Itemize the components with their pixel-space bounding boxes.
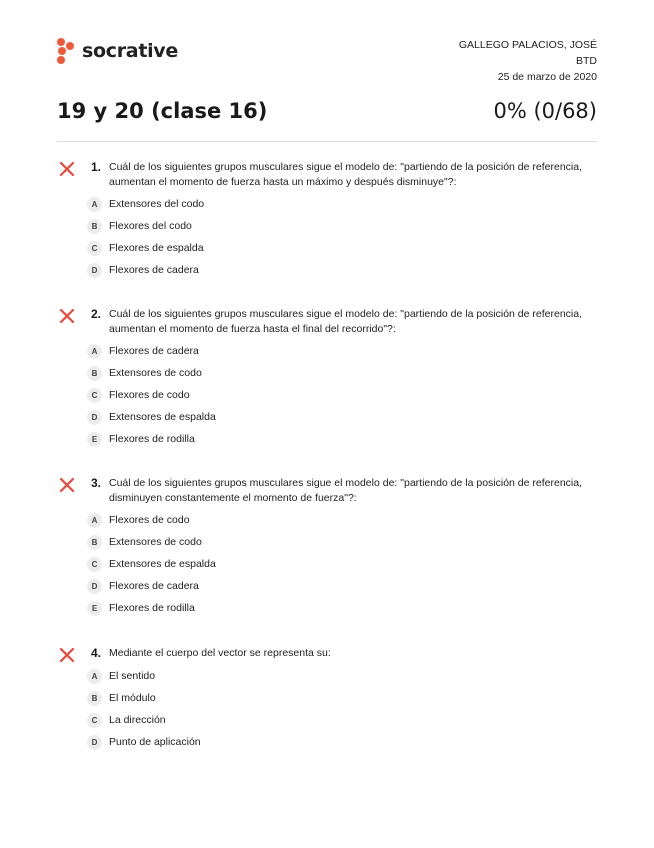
answer-text: Punto de aplicación	[109, 736, 201, 748]
answer-option	[57, 259, 597, 281]
answer-option	[57, 384, 597, 406]
answer-text: Extensores de espalda	[109, 411, 216, 423]
answer-letter-badge: A	[87, 197, 102, 212]
question-number: 2.	[91, 307, 102, 321]
question-item	[57, 160, 597, 281]
answer-option	[57, 406, 597, 428]
answer-text: Extensores de codo	[109, 367, 202, 379]
answer-letter-badge: C	[87, 713, 102, 728]
answer-letter-badge: A	[87, 513, 102, 528]
answer-letter-badge: D	[87, 410, 102, 425]
answer-text: Flexores de rodilla	[109, 433, 195, 445]
answer-text: Flexores de rodilla	[109, 602, 195, 614]
question-header	[57, 476, 597, 506]
answer-option	[57, 340, 597, 362]
quiz-title: 19 y 20 (clase 16)	[57, 99, 268, 123]
answer-text: Flexores de cadera	[109, 580, 199, 592]
student-name: GALLEGO PALACIOS, JOSÉ	[458, 39, 597, 51]
incorrect-x-icon	[59, 477, 75, 493]
answer-letter-badge: B	[87, 366, 102, 381]
answer-letter-badge: E	[87, 432, 102, 447]
incorrect-x-icon	[59, 308, 75, 324]
answer-list	[57, 340, 597, 450]
socrative-logo	[57, 38, 178, 64]
answer-letter-badge: C	[87, 241, 102, 256]
answer-text: Flexores de cadera	[109, 264, 199, 276]
brand-name: socrative	[82, 40, 178, 62]
question-text: Cuál de los siguientes grupos musculares sigue el modelo de: "partiendo de la posición de referencia, disminuyen constantemente el momento de fuerza"?:	[109, 477, 583, 504]
answer-option	[57, 575, 597, 597]
answer-option	[57, 362, 597, 384]
answer-option	[57, 709, 597, 731]
answer-letter-badge: B	[87, 219, 102, 234]
answer-text: Extensores de espalda	[109, 558, 216, 570]
question-header	[57, 160, 597, 190]
answer-letter-badge: D	[87, 263, 102, 278]
question-text: Mediante el cuerpo del vector se representa su:	[109, 647, 331, 659]
question-number: 4.	[91, 646, 102, 660]
socrative-logo-icon	[57, 38, 77, 64]
question-number: 3.	[91, 476, 102, 490]
answer-letter-badge: E	[87, 601, 102, 616]
answer-letter-badge: B	[87, 535, 102, 550]
question-header	[57, 646, 597, 662]
report-date: 25 de marzo de 2020	[497, 71, 597, 83]
student-info	[459, 37, 597, 85]
answer-option	[57, 193, 597, 215]
answer-text: Flexores de codo	[109, 514, 190, 526]
question-item	[57, 307, 597, 450]
question-text: Cuál de los siguientes grupos musculares sigue el modelo de: "partiendo de la posición de referencia, aumentan el momento de fuerza hasta un máximo y después disminuye"?:	[109, 161, 583, 188]
answer-letter-badge: B	[87, 691, 102, 706]
answer-option	[57, 237, 597, 259]
answer-text: La dirección	[109, 714, 166, 726]
answer-text: El módulo	[109, 692, 156, 704]
answer-option	[57, 597, 597, 619]
answer-text: Flexores de cadera	[109, 345, 199, 357]
answer-letter-badge: C	[87, 557, 102, 572]
quiz-score: 0% (0/68)	[493, 99, 597, 123]
answer-option	[57, 731, 597, 753]
incorrect-x-icon	[59, 161, 75, 177]
answer-option	[57, 531, 597, 553]
answer-text: Flexores de codo	[109, 389, 190, 401]
answer-letter-badge: D	[87, 579, 102, 594]
answer-list	[57, 509, 597, 619]
header-divider	[57, 141, 597, 142]
answer-text: El sentido	[109, 670, 156, 682]
question-item	[57, 476, 597, 619]
answer-text: Extensores del codo	[109, 198, 205, 210]
answer-text: Extensores de codo	[109, 536, 202, 548]
question-number: 1.	[91, 160, 102, 174]
answer-option	[57, 553, 597, 575]
answer-list	[57, 665, 597, 753]
answer-list	[57, 193, 597, 281]
incorrect-x-icon	[59, 647, 75, 663]
question-text: Cuál de los siguientes grupos musculares sigue el modelo de: "partiendo de la posición de referencia, aumentan el momento de fuerza hasta el final del recorrido"?:	[109, 308, 583, 335]
answer-letter-badge: A	[87, 669, 102, 684]
answer-text: Flexores de espalda	[109, 242, 204, 254]
question-item	[57, 646, 597, 753]
answer-letter-badge: A	[87, 344, 102, 359]
answer-letter-badge: C	[87, 388, 102, 403]
answer-option	[57, 428, 597, 450]
question-header	[57, 307, 597, 337]
answer-option	[57, 215, 597, 237]
answer-option	[57, 509, 597, 531]
answer-letter-badge: D	[87, 735, 102, 750]
answer-text: Flexores del codo	[109, 220, 192, 232]
answer-option	[57, 665, 597, 687]
class-name: BTD	[576, 55, 597, 67]
answer-option	[57, 687, 597, 709]
